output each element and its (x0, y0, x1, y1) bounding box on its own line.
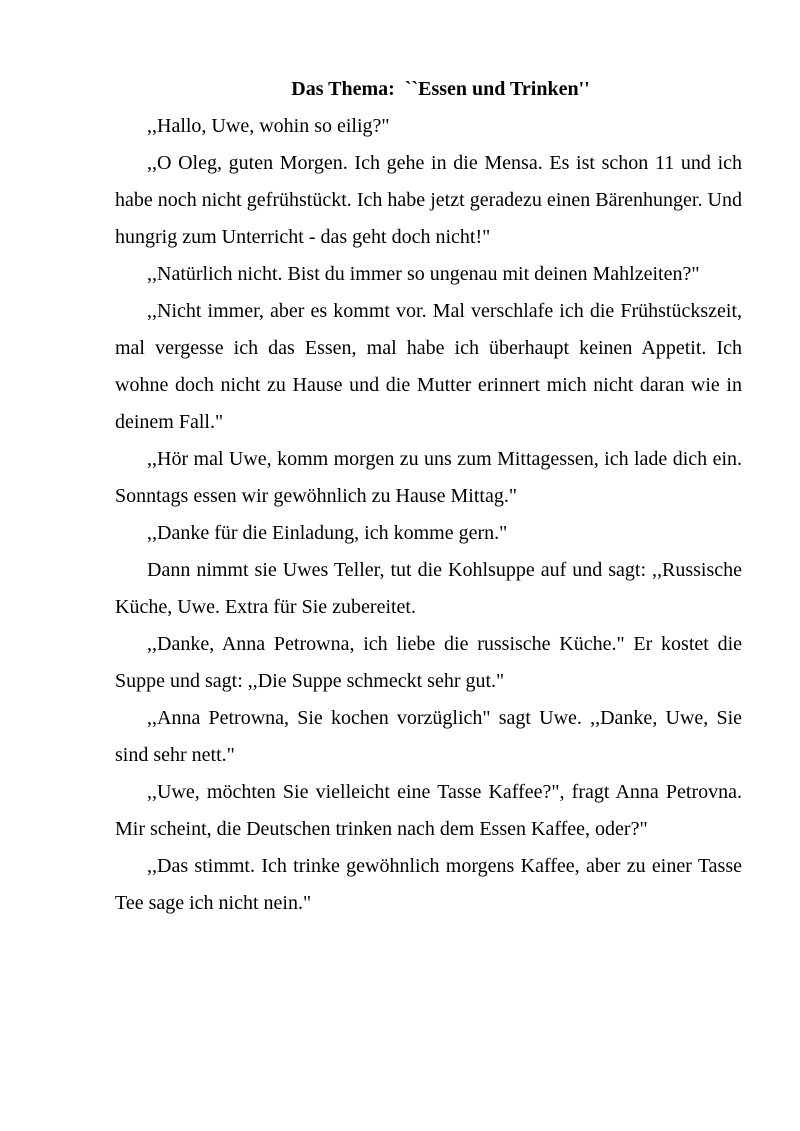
paragraph-kaffee-frage: ,,Uwe, möchten Sie vielleicht eine Tasse Kaffee?", fragt Anna Petrovna. Mir scheint, die Deutschen trinken nach dem Essen Kaffee, oder?" (115, 781, 742, 840)
paragraph-vorzueglich: ,,Anna Petrowna, Sie kochen vorzüglich" sagt Uwe. ,,Danke, Uwe, Sie sind sehr nett." (115, 707, 742, 766)
paragraph-einladung: ,,Hör mal Uwe, komm morgen zu uns zum Mittagessen, ich lade dich ein. Sonntags essen wir gewöhnlich zu Hause Mittag." (115, 448, 742, 507)
paragraph-danke-einladung: ,,Danke für die Einladung, ich komme gern." (147, 522, 508, 544)
paragraph-russische-kueche: ,,Danke, Anna Petrowna, ich liebe die russische Küche." Er kostet die Suppe und sagt: ,,Die Suppe schmeckt sehr gut." (115, 633, 742, 692)
document-body (115, 71, 742, 922)
paragraph-mensa: ,,O Oleg, guten Morgen. Ich gehe in die Mensa. Es ist schon 11 und ich habe noch nicht gefrühstückt. Ich habe jetzt geradezu einen Bärenhunger. Und hungrig zum Unterricht - das geht doch nicht!" (115, 152, 742, 248)
paragraph-greeting: ,,Hallo, Uwe, wohin so eilig?" (147, 115, 390, 137)
paragraph-tee: ,,Das stimmt. Ich trinke gewöhnlich morgens Kaffee, aber zu einer Tasse Tee sage ich nicht nein." (115, 855, 742, 914)
paragraph-mahlzeiten: ,,Natürlich nicht. Bist du immer so ungenau mit deinen Mahlzeiten?" (147, 263, 700, 285)
paragraph-nicht-immer: ,,Nicht immer, aber es kommt vor. Mal verschlafe ich die Frühstückszeit, mal vergesse ich das Essen, mal habe ich überhaupt keinen Appetit. Ich wohne doch nicht zu Hause und die Mutter erinnert mich nicht daran wie in deinem Fall." (115, 300, 742, 433)
document-title: Das Thema: ``Essen und Trinken'' (291, 78, 590, 100)
paragraph-kohlsuppe: Dann nimmt sie Uwes Teller, tut die Kohlsuppe auf und sagt: ,,Russische Küche, Uwe. Extra für Sie zubereitet. (115, 559, 742, 618)
